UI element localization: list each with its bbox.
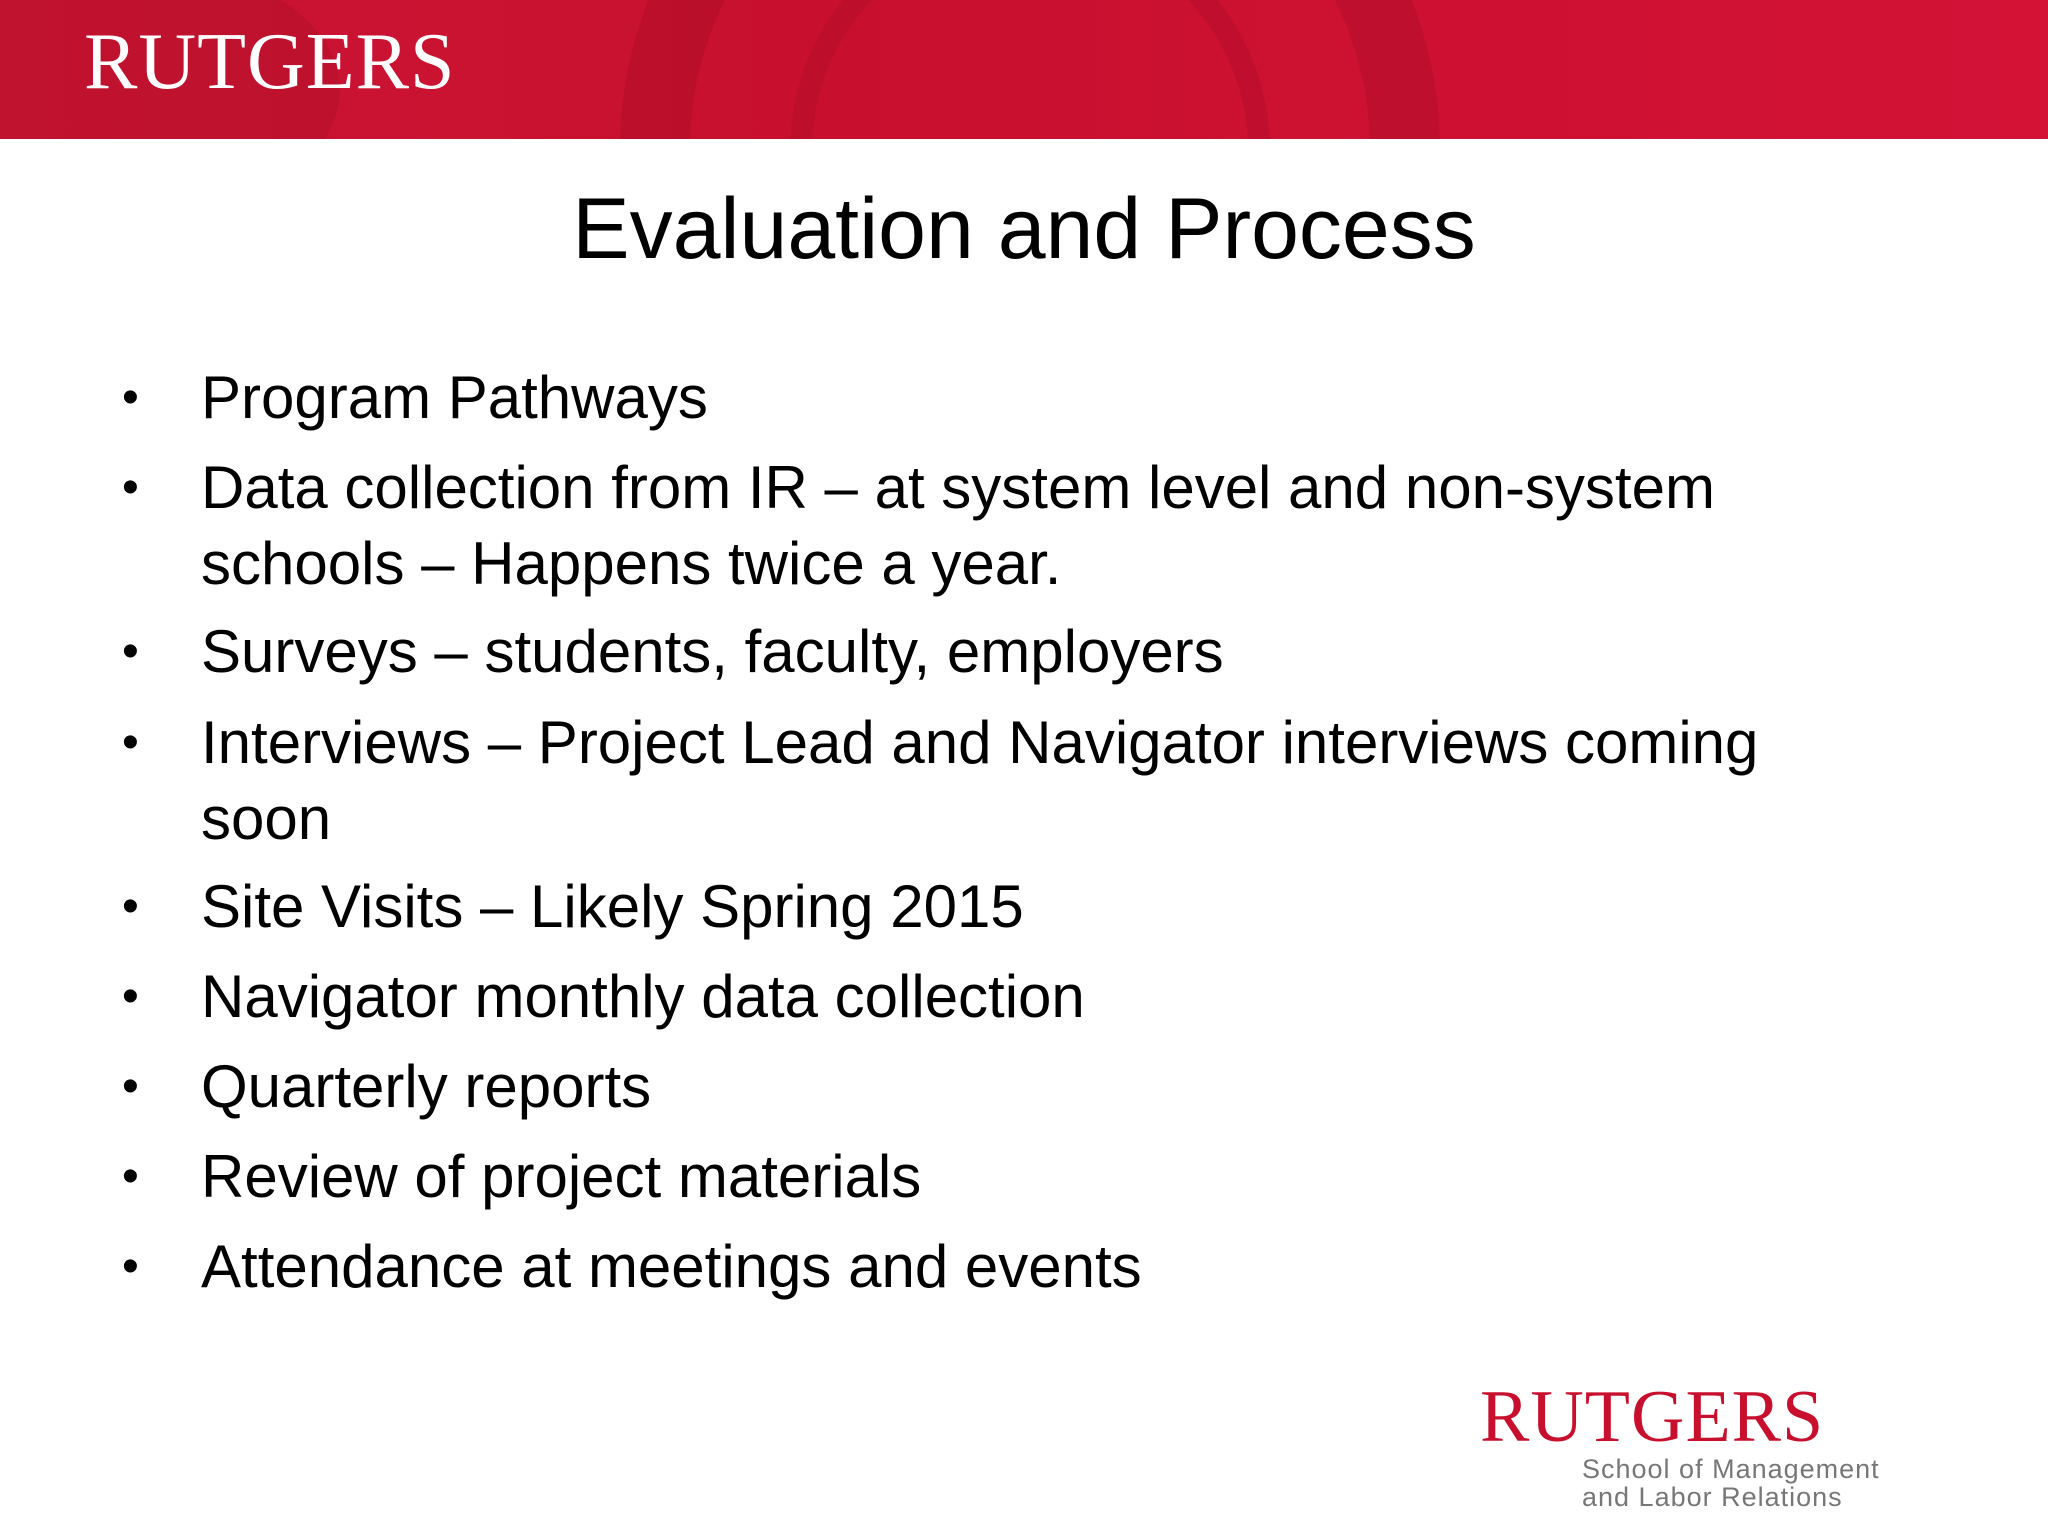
- bullet-text: [201, 614, 1941, 690]
- bullet-text: [201, 450, 1941, 602]
- bullet-text: [201, 869, 1941, 945]
- bullet-text: [201, 1229, 1941, 1305]
- bullet-text: [201, 360, 1941, 436]
- bullet-dot: •: [122, 1060, 139, 1113]
- bullet-line: Quarterly reports: [201, 1053, 652, 1120]
- bullet-text: [201, 705, 1941, 857]
- bullet-text: [201, 1049, 1941, 1125]
- bullet-line: Attendance at meetings and events: [201, 1233, 1142, 1300]
- bullet-line: soon: [201, 785, 332, 852]
- bullet-text: [201, 1139, 1941, 1215]
- bullet-text: [201, 959, 1941, 1035]
- bullet-line: Site Visits – Likely Spring 2015: [201, 873, 1024, 940]
- bullet-dot: •: [122, 880, 139, 933]
- bullet-line: schools – Happens twice a year.: [201, 530, 1062, 597]
- footer-logo-wordmark: RUTGERS: [1480, 1376, 1825, 1458]
- bullet-dot: •: [122, 1240, 139, 1293]
- bullet-line: Data collection from IR – at system level and non-system: [201, 454, 1715, 521]
- footer-school-logo: [1480, 1376, 1920, 1520]
- footer-school-line2: and Labor Relations: [1582, 1482, 1843, 1512]
- bullet-line: Interviews – Project Lead and Navigator interviews coming: [201, 709, 1759, 776]
- slide-title: Evaluation and Process: [572, 181, 1476, 277]
- footer-school-line1: School of Management: [1582, 1454, 1880, 1484]
- bullet-dot: •: [122, 970, 139, 1023]
- bullet-dot: •: [122, 625, 139, 678]
- header-logo: RUTGERS: [84, 18, 456, 106]
- bullet-line: Navigator monthly data collection: [201, 963, 1085, 1030]
- bullet-dot: •: [122, 716, 139, 769]
- bullet-dot: •: [122, 461, 139, 514]
- bullet-dot: •: [122, 1150, 139, 1203]
- bullet-line: Surveys – students, faculty, employers: [201, 618, 1224, 685]
- bullet-dot: •: [122, 371, 139, 424]
- bullet-line: Program Pathways: [201, 364, 708, 431]
- bullet-line: Review of project materials: [201, 1143, 922, 1210]
